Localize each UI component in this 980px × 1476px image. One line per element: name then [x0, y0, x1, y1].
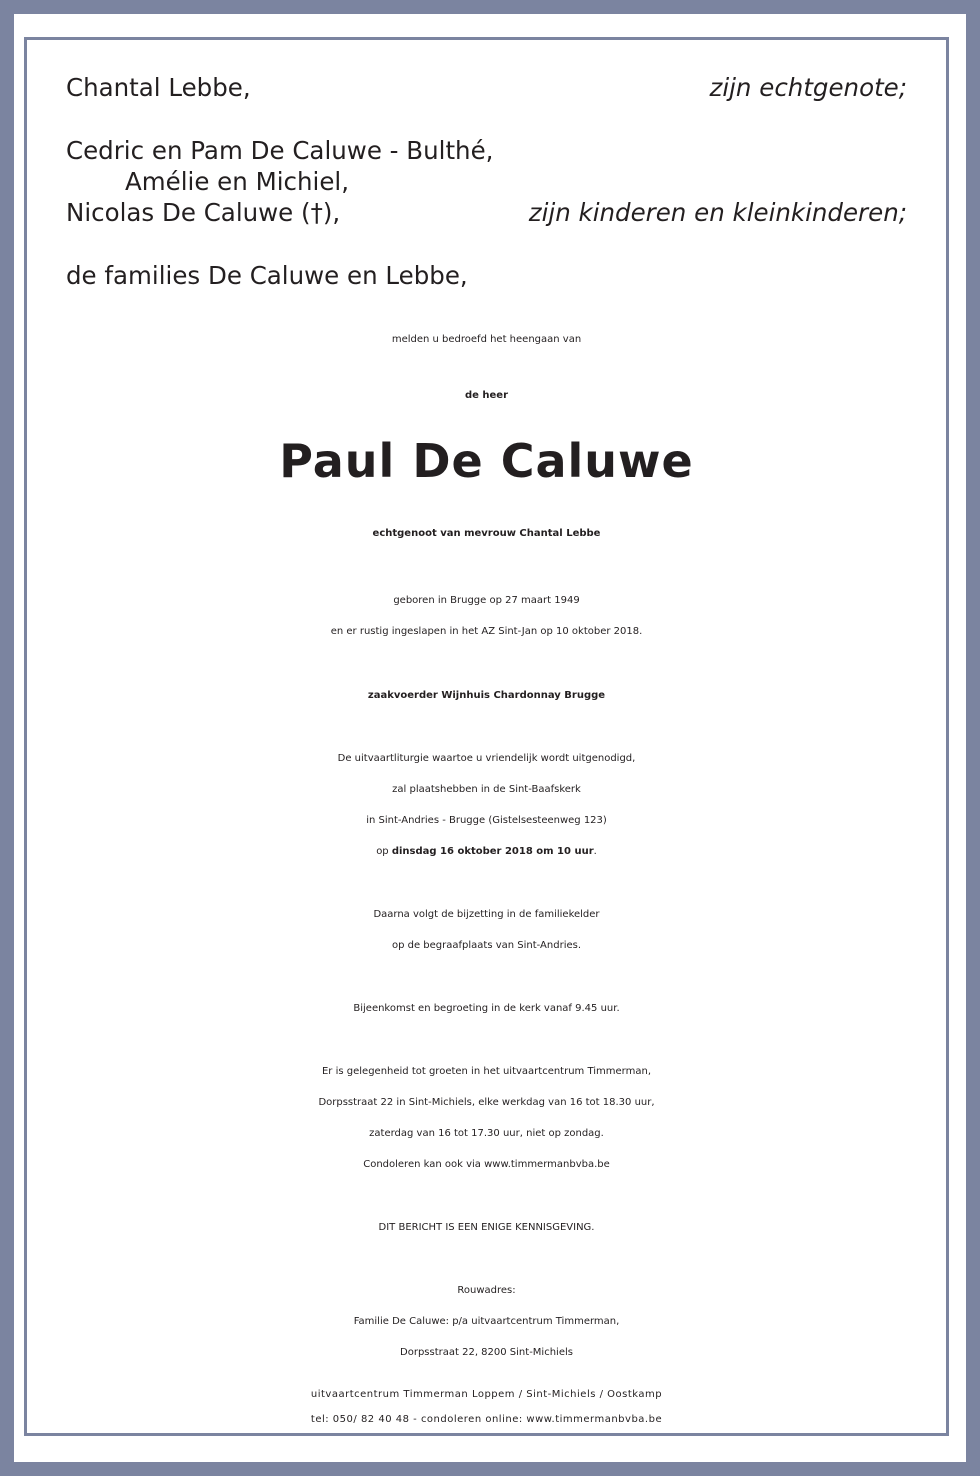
- deceased-spouse: echtgenoot van mevrouw Chantal Lebbe: [372, 528, 601, 539]
- address-line-1: Familie De Caluwe: p/a uitvaartcentrum Timmerman,: [353, 1316, 620, 1327]
- ceremony-line-2: zal plaatshebben in de Sint-Baafskerk: [392, 784, 581, 795]
- visitation-line-4: Condoleren kan ook via www.timmermanbvba.be: [363, 1159, 610, 1170]
- address-line-2: Dorpsstraat 22, 8200 Sint-Michiels: [400, 1347, 573, 1358]
- ceremony-datetime: dinsdag 16 oktober 2018 om 10 uur: [391, 846, 594, 857]
- ceremony-line-1: De uitvaartliturgie waartoe u vriendelijk wordt uitgenodigd,: [337, 753, 636, 764]
- child-2: Nicolas De Caluwe (†),: [66, 198, 341, 227]
- ceremony-suffix: .: [593, 846, 597, 857]
- child-1: Cedric en Pam De Caluwe - Bulthé,: [66, 136, 494, 165]
- death-line: en er rustig ingeslapen in het AZ Sint-Jan op 10 oktober 2018.: [330, 626, 643, 637]
- obituary-frame: [24, 37, 949, 1436]
- children-role: zijn kinderen en kleinkinderen;: [528, 198, 907, 227]
- spouse-role: zijn echtgenote;: [709, 73, 907, 102]
- obituary-sheet: [14, 14, 966, 1462]
- footer-line-2: tel: 050/ 82 40 48 - condoleren online: www.timmermanbvba.be: [310, 1414, 663, 1425]
- profession: zaakvoerder Wijnhuis Chardonnay Brugge: [367, 690, 606, 701]
- deceased-name: Paul De Caluwe: [279, 434, 694, 488]
- deceased-title: de heer: [464, 390, 509, 401]
- notice: DIT BERICHT IS EEN ENIGE KENNISGEVING.: [378, 1222, 595, 1233]
- ceremony-prefix: op: [376, 846, 392, 857]
- burial-line-1: Daarna volgt de bijzetting in de familiekelder: [373, 909, 600, 920]
- footer-line-1: uitvaartcentrum Timmerman Loppem / Sint-Michiels / Oostkamp: [310, 1389, 663, 1400]
- ceremony-line-4: [27, 836, 946, 867]
- visitation-line-2: Dorpsstraat 22 in Sint-Michiels, elke werkdag van 16 tot 18.30 uur,: [318, 1097, 655, 1108]
- visitation-line-3: zaterdag van 16 tot 17.30 uur, niet op zondag.: [369, 1128, 604, 1139]
- address-label: Rouwadres:: [457, 1285, 516, 1296]
- birth-line: geboren in Brugge op 27 maart 1949: [393, 595, 580, 606]
- burial-line-2: op de begraafplaats van Sint-Andries.: [391, 940, 582, 951]
- gathering: Bijeenkomst en begroeting in de kerk vanaf 9.45 uur.: [353, 1003, 620, 1014]
- visitation-line-1: Er is gelegenheid tot groeten in het uitvaartcentrum Timmerman,: [321, 1066, 652, 1077]
- spouse-name: Chantal Lebbe,: [66, 73, 251, 102]
- grandchildren: Amélie en Michiel,: [125, 167, 349, 196]
- families: de families De Caluwe en Lebbe,: [66, 261, 468, 290]
- ceremony-line-3: in Sint-Andries - Brugge (Gistelsesteenweg 123): [366, 815, 607, 826]
- announcement: melden u bedroefd het heengaan van: [391, 334, 582, 345]
